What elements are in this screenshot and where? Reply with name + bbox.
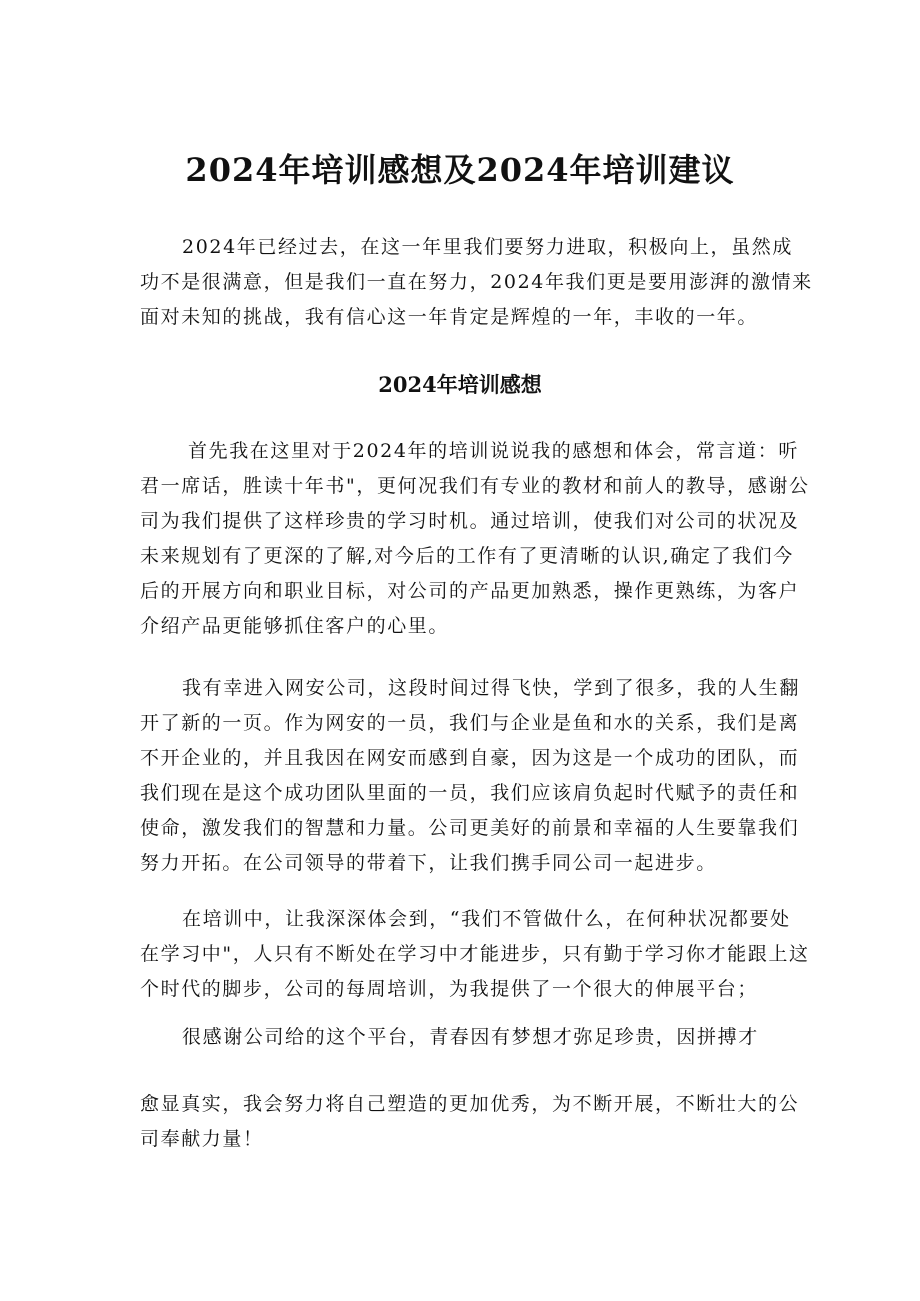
paragraph-4-end — [140, 1087, 800, 1157]
paragraph-line: 介绍产品更能够抓住客户的心里。 — [140, 615, 450, 637]
paragraph-line: 在学习中"，人只有不断处在学习中才能进步，只有勤于学习你才能跟上这 — [140, 943, 810, 965]
paragraph-line: 首先我在这里对于2024年的培训说说我的感想和体会，常言道：听 — [188, 440, 799, 462]
paragraph-line: 司为我们提供了这样珍贵的学习时机。通过培训，使我们对公司的状况及 — [140, 510, 800, 532]
paragraph-2 — [140, 671, 801, 881]
paragraph-line: 不开企业的，并且我因在网安而感到自豪，因为这是一个成功的团队，而 — [140, 747, 800, 769]
paragraph-line: 开了新的一页。作为网安的一员，我们与企业是鱼和水的关系，我们是离 — [140, 712, 800, 734]
paragraph-line: 个时代的脚步，公司的每周培训，为我提供了一个很大的伸展平台； — [140, 978, 759, 1000]
intro-line: 2024年已经过去，在这一年里我们要努力进取，积极向上，虽然成 — [182, 236, 793, 258]
paragraph-4-start — [140, 1020, 786, 1055]
paragraph-line: 君一席话，胜读十年书"，更何况我们有专业的教材和前人的教导，感谢公 — [140, 475, 810, 497]
paragraph-line: 我们现在是这个成功团队里面的一员，我们应该肩负起时代赋予的责任和 — [140, 782, 800, 804]
document-title: 2024年培训感想及2024年培训建议 — [185, 151, 735, 189]
paragraph-line: 我有幸进入网安公司，这段时间过得飞快，学到了很多，我的人生翻 — [182, 677, 801, 699]
paragraph-line: 愈显真实，我会努力将自己塑造的更加优秀，为不断开展，不断壮大的公 — [140, 1093, 800, 1115]
intro-paragraph — [140, 230, 813, 335]
intro-line: 面对未知的挑战，我有信心这一年肯定是辉煌的一年，丰收的一年。 — [140, 306, 759, 328]
paragraph-line: 未来规划有了更深的了解,对今后的工作有了更清晰的认识,确定了我们今 — [140, 545, 794, 567]
paragraph-line: 努力开拓。在公司领导的带着下，让我们携手同公司一起进步。 — [140, 852, 717, 874]
paragraph-line: 后的开展方向和职业目标，对公司的产品更加熟悉，操作更熟练，为客户 — [140, 580, 800, 602]
paragraph-line: 很感谢公司给的这个平台，青春因有梦想才弥足珍贵，因拼搏才 — [182, 1026, 759, 1048]
section-title: 2024年培训感想 — [378, 372, 542, 397]
paragraph-1 — [140, 434, 810, 644]
paragraph-3 — [140, 902, 810, 1007]
paragraph-line: 司奉献力量！ — [140, 1128, 264, 1150]
paragraph-line: 使命，激发我们的智慧和力量。公司更美好的前景和幸福的人生要靠我们 — [140, 817, 800, 839]
intro-line: 功不是很满意，但是我们一直在努力，2024年我们更是要用澎湃的激情来 — [140, 271, 813, 293]
paragraph-line: 在培训中，让我深深体会到，“我们不管做什么，在何种状况都要处 — [182, 908, 791, 930]
